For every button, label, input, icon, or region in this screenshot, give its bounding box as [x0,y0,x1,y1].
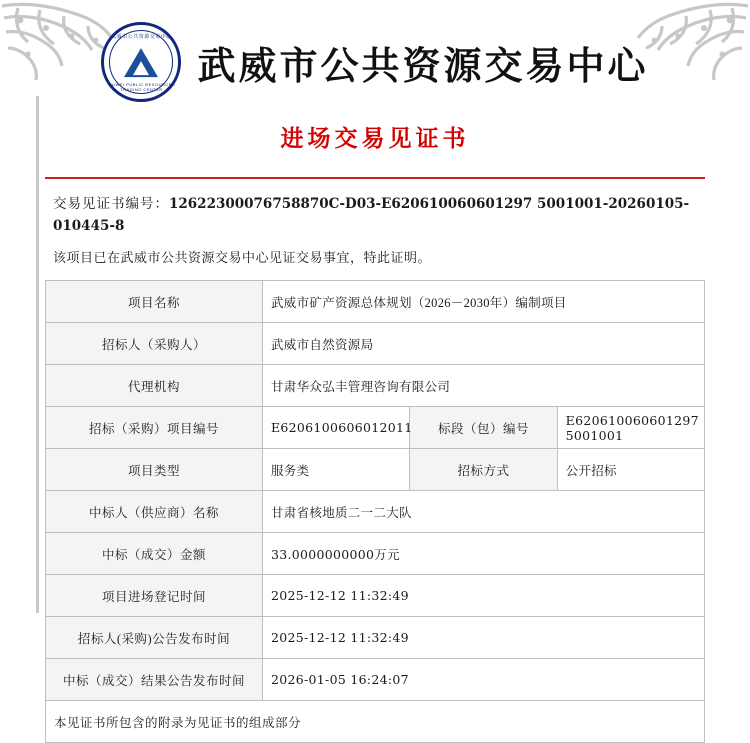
row-label-agency: 代理机构 [46,365,263,407]
project-info-table [45,280,705,743]
row-value-agency: 甘肃华众弘丰管理咨询有限公司 [263,365,705,407]
row-value-bidding-method: 公开招标 [557,449,704,491]
table-row [46,407,705,449]
table-row [46,281,705,323]
table-row [46,365,705,407]
row-label-winning-amount: 中标（成交）金额 [46,533,263,575]
row-value-section-code: E620610060601297 5001001 [557,407,704,449]
official-seal-icon [101,22,181,102]
row-label-announcement-time: 招标人(采购)公告发布时间 [46,617,263,659]
table-row [46,449,705,491]
document-title: 进场交易见证书 [280,126,470,151]
row-label-project-name: 项目名称 [46,281,263,323]
row-label-result-announcement-time: 中标（成交）结果公告发布时间 [46,659,263,701]
row-value-project-name: 武威市矿产资源总体规划（2026－2030年）编制项目 [263,281,705,323]
table-row [46,323,705,365]
row-label-project-code: 招标（采购）项目编号 [46,407,263,449]
row-label-tenderee: 招标人（采购人） [46,323,263,365]
row-value-winner-name: 甘肃省核地质二一二大队 [263,491,705,533]
certificate-number-row [45,193,705,237]
row-value-registration-time: 2025-12-12 11:32:49 [263,575,705,617]
seal-text-bottom: WUWEI PUBLIC RESOURCES TRADING CENTER [107,82,176,92]
row-label-registration-time: 项目进场登记时间 [46,575,263,617]
row-value-result-announcement-time: 2026-01-05 16:24:07 [263,659,705,701]
table-row [46,533,705,575]
table-row [46,659,705,701]
row-label-winner-name: 中标人（供应商）名称 [46,491,263,533]
document-body [45,179,705,743]
row-label-bidding-method: 招标方式 [410,449,557,491]
certificate-number-value: 12622300076758870C-D03-E620610060601297 5001001-20260105-010445-8 [53,196,690,234]
table-row-footer [46,701,705,743]
certificate-number-label: 交易见证书编号： [53,196,169,211]
certification-statement: 该项目已在武威市公共资源交易中心见证交易事宜，特此证明。 [53,250,432,265]
row-label-section-code: 标段（包）编号 [410,407,557,449]
row-value-tenderee: 武威市自然资源局 [263,323,705,365]
row-value-project-code: E6206100606012011 [263,407,410,449]
row-value-project-type: 服务类 [263,449,410,491]
footer-note: 本见证书所包含的附录为见证书的组成部分 [46,701,705,743]
table-row [46,575,705,617]
table-row [46,491,705,533]
table-row [46,617,705,659]
seal-text-top: 武威市公共资源交易中心 [111,34,172,40]
row-value-winning-amount: 33.0000000000万元 [263,533,705,575]
row-value-announcement-time: 2025-12-12 11:32:49 [263,617,705,659]
document-header [0,0,750,116]
organization-title: 武威市公共资源交易中心 [197,42,649,88]
left-vertical-rule [36,96,39,613]
row-label-project-type: 项目类型 [46,449,263,491]
